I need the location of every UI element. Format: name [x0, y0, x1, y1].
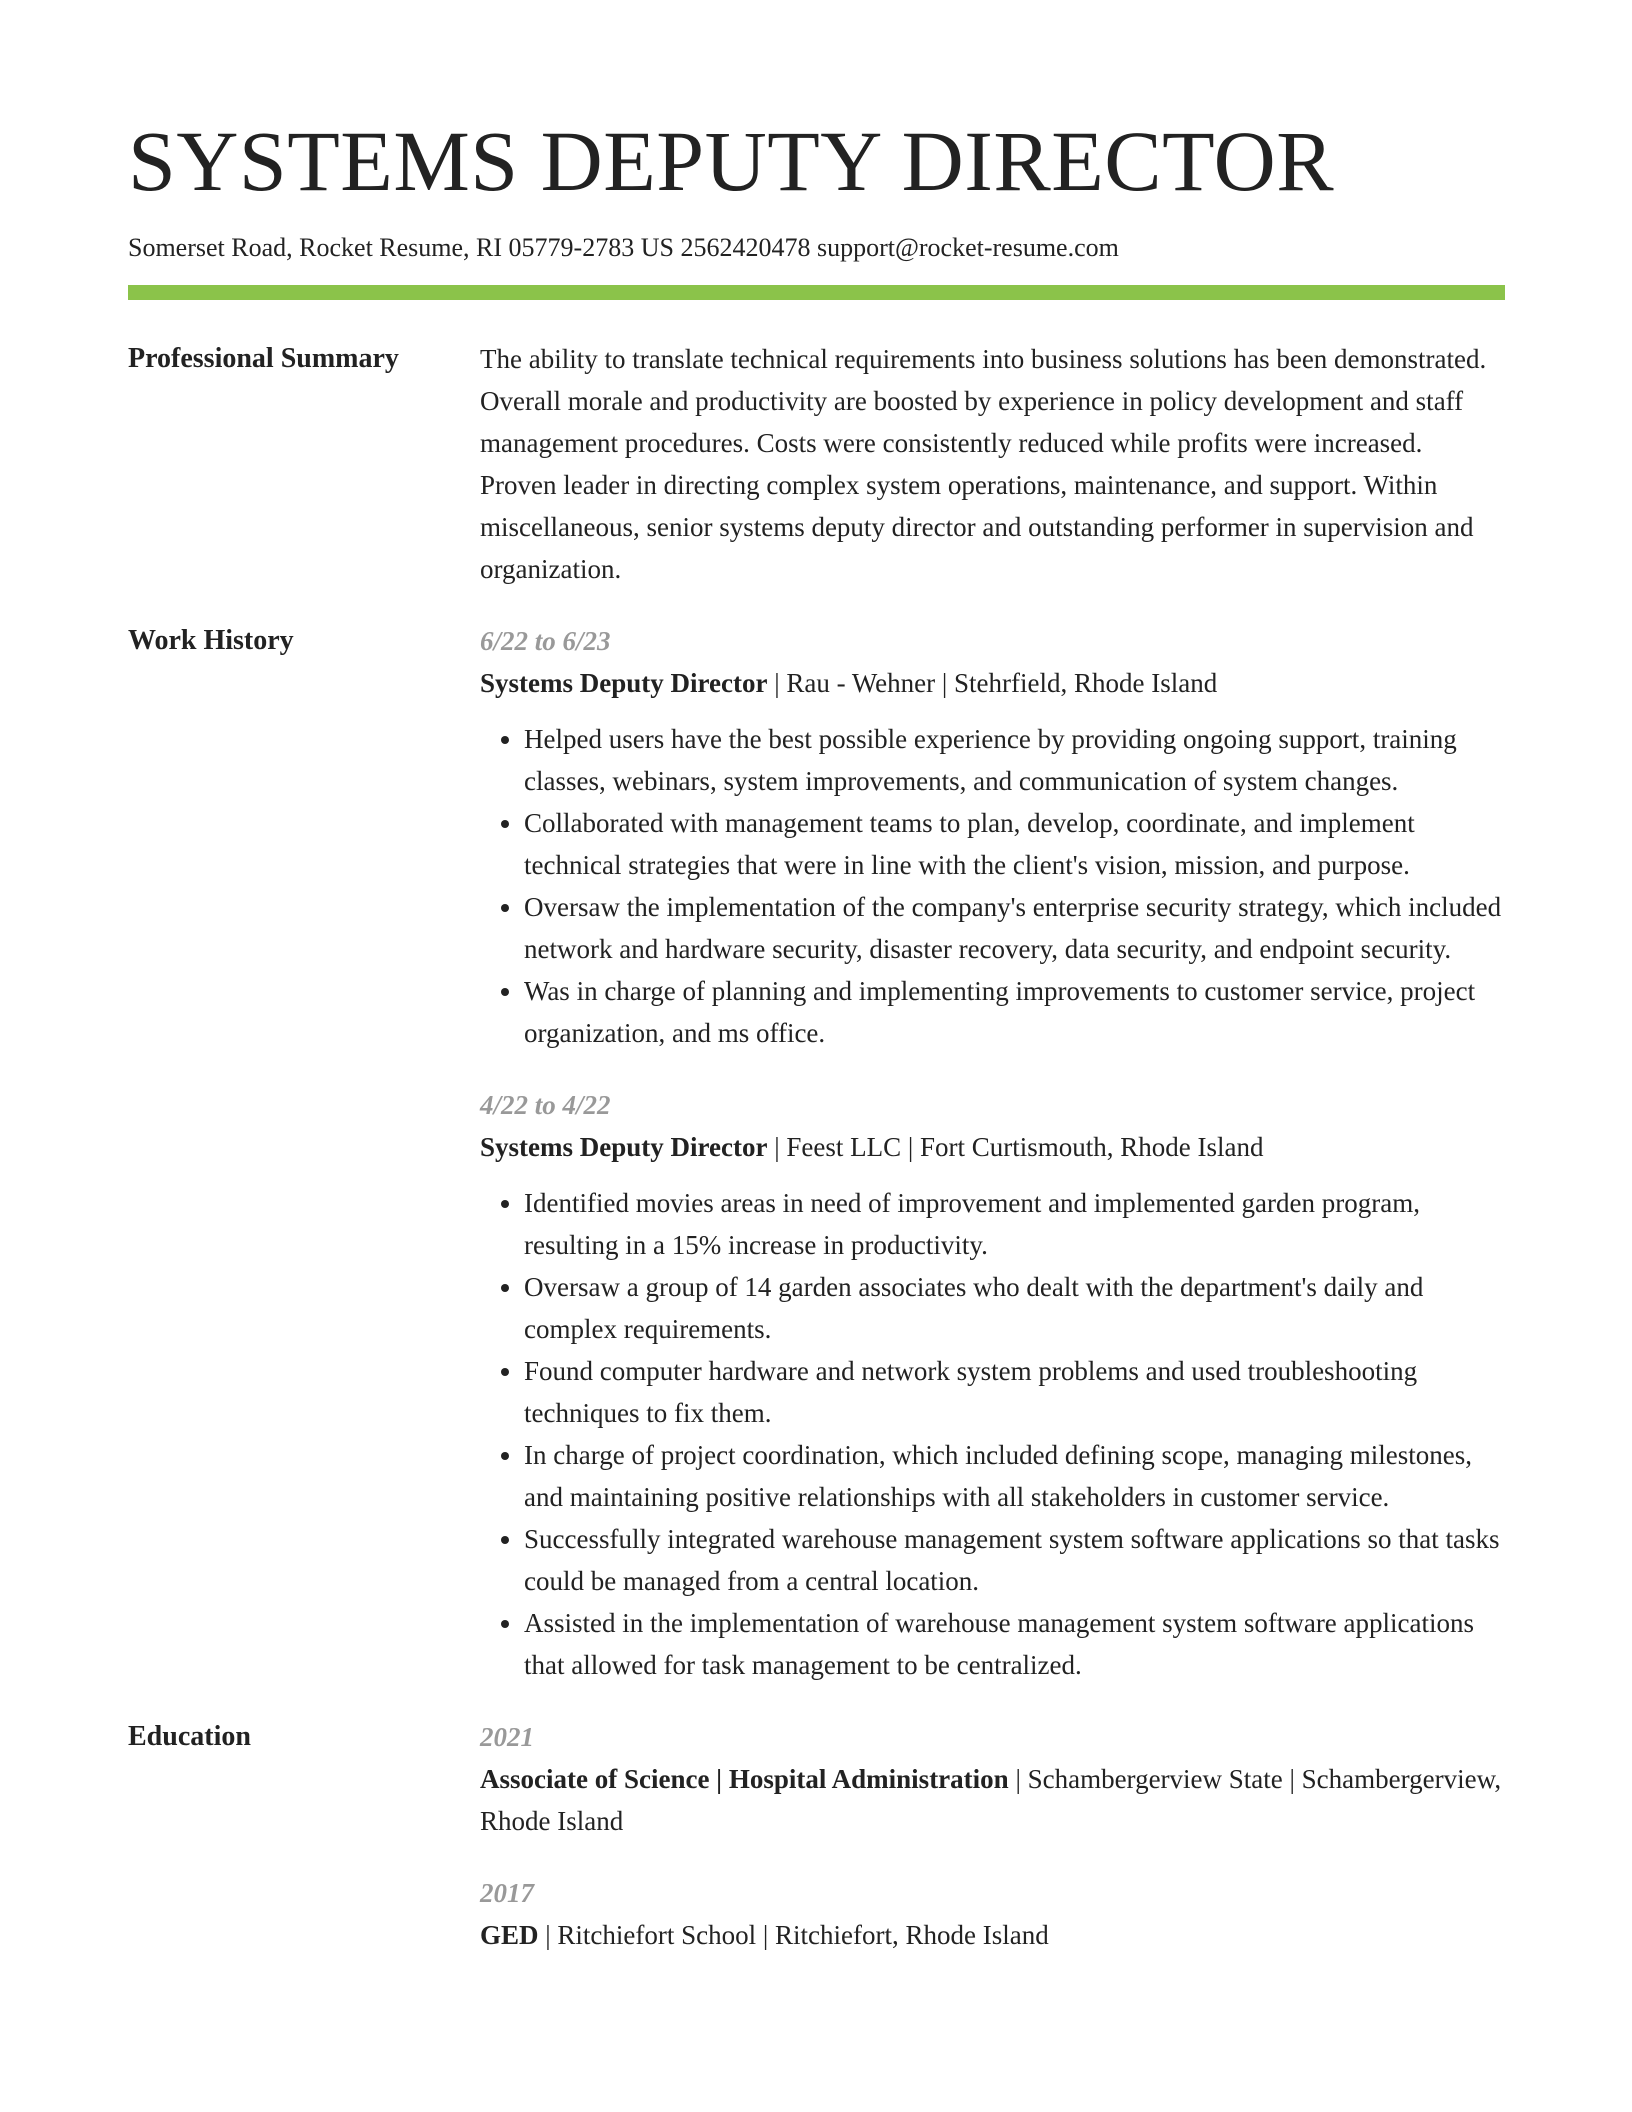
job-title: Systems Deputy Director — [480, 668, 768, 699]
job-entry — [480, 1084, 1504, 1686]
list-item: • Collaborated with management teams to plan, develop, coordinate, and implement technical strategies that were in line with the client's vision, mission, and purpose. — [524, 802, 1504, 886]
education-section — [128, 1716, 1504, 1956]
list-item: • Successfully integrated warehouse management system software applications so that tasks could be managed from a central location. — [524, 1518, 1504, 1602]
job-details: | Feest LLC | Fort Curtismouth, Rhode Island — [767, 1132, 1264, 1163]
list-item: • Helped users have the best possible experience by providing ongoing support, training classes, webinars, system improvements, and communication of system changes. — [524, 718, 1504, 802]
job-details: | Rau - Wehner | Stehrfield, Rhode Island — [767, 668, 1218, 699]
education-degree: Associate of Science | Hospital Administration — [480, 1764, 1009, 1795]
list-item: • Identified movies areas in need of improvement and implemented garden program, resulting in a 15% increase in productivity. — [524, 1182, 1504, 1266]
education-body — [480, 1716, 1504, 1956]
summary-section — [128, 338, 1504, 590]
education-entry — [480, 1872, 1504, 1956]
contact-line: Somerset Road, Rocket Resume, RI 05779-2783 US 2562420478 support@rocket-resume.com — [128, 233, 1119, 262]
summary-text: The ability to translate technical requirements into business solutions has been demonstrated. Overall morale and productivity are boosted by experience in policy development and staff management procedures. Costs were consistently reduced while profits were increased. Proven leader in directing complex system operations, maintenance, and support. Within miscellaneous, senior systems deputy director and outstanding performer in supervision and organization. — [480, 344, 1487, 585]
job-heading — [480, 1126, 1504, 1168]
education-details: | Ritchiefort School | Ritchiefort, Rhode Island — [538, 1920, 1049, 1951]
list-item: • Assisted in the implementation of warehouse management system software applications that allowed for task management to be centralized. — [524, 1602, 1504, 1686]
work-history-body — [480, 620, 1504, 1686]
education-entry — [480, 1716, 1504, 1842]
job-entry — [480, 620, 1504, 1054]
list-item: • In charge of project coordination, which included defining scope, managing milestones, and maintaining positive relationships with all stakeholders in customer service. — [524, 1434, 1504, 1518]
job-title: Systems Deputy Director — [480, 1132, 768, 1163]
work-history-label: Work History — [128, 625, 294, 657]
summary-label: Professional Summary — [128, 343, 399, 375]
education-degree: GED — [480, 1920, 539, 1951]
job-date: 4/22 to 4/22 — [480, 1090, 611, 1121]
header-divider — [128, 285, 1505, 300]
education-heading — [480, 1758, 1504, 1842]
list-item: • Oversaw the implementation of the company's enterprise security strategy, which included network and hardware security, disaster recovery, data security, and endpoint security. — [524, 886, 1504, 970]
list-item: • Oversaw a group of 14 garden associates who dealt with the department's daily and complex requirements. — [524, 1266, 1504, 1350]
education-date: 2021 — [480, 1722, 534, 1753]
candidate-name: SYSTEMS DEPUTY DIRECTOR — [128, 113, 1335, 209]
education-details: | Schambergerview State | Schambergerview, Rhode Island — [480, 1764, 1502, 1837]
job-heading — [480, 662, 1504, 704]
summary-body — [480, 338, 1504, 590]
list-item: • Was in charge of planning and implementing improvements to customer service, project organization, and ms office. — [524, 970, 1504, 1054]
education-label: Education — [128, 1721, 251, 1753]
education-heading — [480, 1914, 1504, 1956]
education-date: 2017 — [480, 1878, 534, 1909]
job-date: 6/22 to 6/23 — [480, 626, 611, 657]
list-item: • Found computer hardware and network system problems and used troubleshooting techniques to fix them. — [524, 1350, 1504, 1434]
work-history-section — [128, 620, 1504, 1686]
job-bullets — [480, 718, 1504, 1054]
job-bullets — [480, 1182, 1504, 1686]
